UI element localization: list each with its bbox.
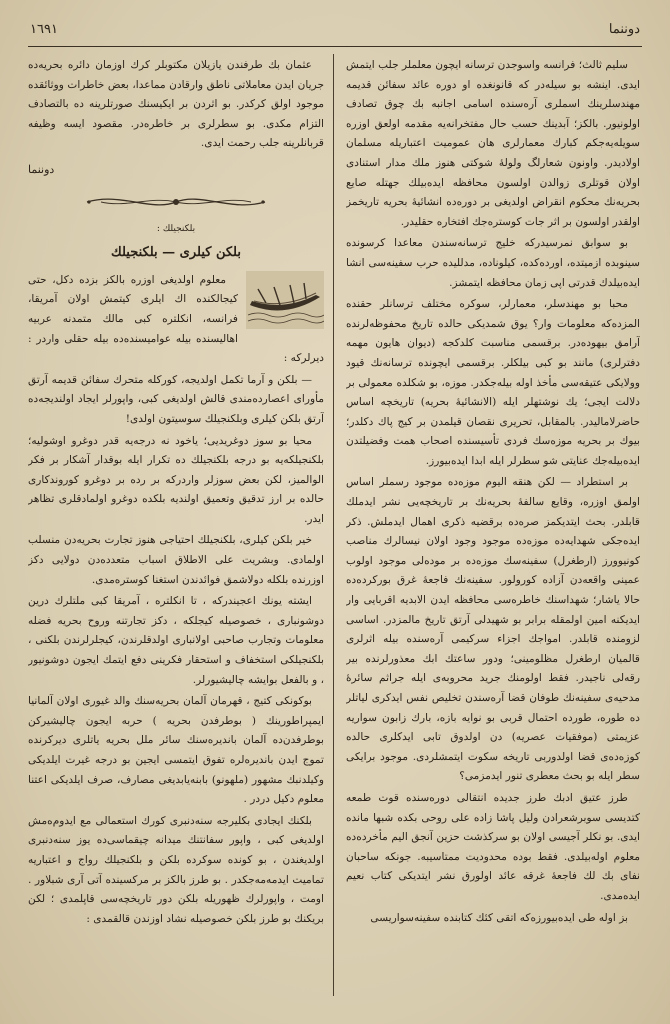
- paragraph: — بلکن و آرما تکمل اولدیجه، کورکله متحرك سفائن قدیمه آرتق مأورای اعصارده‌مندی قالش اولدیغی کبی، واپورلر ایجاد اولندیجه‌ده آرتق بلکن کیلری وبلکنجیلك سوسیتون اولدی!: [28, 373, 324, 425]
- ornament-divider-icon: [81, 190, 271, 214]
- paragraph: خیر بلکن کیلری، بلکنجیلك احتیاجی هنوز تجارت بحریه‌دن منسلب اولمادی. وبشریت علی الاطلاق اسباب متعدده‌دن دولایی دکز اوزرنده بلکله دولاشمق فوائدندن استغنا کوستره‌مدی.: [28, 534, 324, 586]
- rowboat-illustration-icon: [246, 271, 324, 329]
- section-title: بلکن کیلری — بلکنجیلك: [111, 245, 241, 261]
- left-column: [28, 56, 324, 998]
- paragraph: بوکونکی کتیج ، قهرمان آلمان بحریه‌سنك والد غیوری اولان آلمانیا ایمپراطورینك ( بوطرفدن بحریه ) حربه ایجون چالیشیرکن بوطرفدن‌ده آلمان باندیره‌سنك سائر ملل بحریه یاتلری دیرکرنده تموج ایدن باندیره‌لره تفوق ایتمسی ایجین بو درجه غیرت ایلدیکی وکیلدنبك مشهور (ملهونو) بابنه‌یابدیغی مصارف، صرف ایلدیکی اعتنا معلوم دکیل دردر .: [28, 695, 324, 806]
- right-column: [346, 56, 640, 998]
- paragraph: بلکنك ایجادی بکلیرجه سنه‌دنبری کورك استعمالی مع ایدوم‌ه‌مش اولدیغی کبی ، واپور سفانتنك میدانه چیقماسی‌ده یوز سنه‌دنبری اولدیغندن ، بو کونده سوکرده بلکن و بلکنجیلك رواج و اعتباریه تمامیت ایدمه‌مه‌جکدر . بو طرز بالکز بر مرکسینده آتی آری شبلاور . اومت ، واپورلرك ظهوریله بلکن دور تاریخچه‌سی قاپلمدی ؛ لکن بریکنك بو طرز بلکن خصوصیله نشاد اوزندن قالقمدی :: [28, 814, 324, 925]
- paragraph: طرز عتیق ادبك طرز جدیده انتقالی دوره‌سنده قوت طمعه کتدیسی سوبرشعرادن ولیل پاشا زاده علی روحی بکده شبها مانده ایدی. بو نکلر آجیسی اولان بو سرکذشت حزین آنجق الیم مأخرده‌ده معلوم اوله‌بیلدی. فقط بوده محدودیت ممتاسیبه. جونکه ساحبان نفای بك لك فاجعهٔ غرقه عائد اولورق نشر ایتدیکی کتاب نعیم ایده‌مدی.: [346, 791, 640, 902]
- paragraph: معلوم اولدیغی اوزره بالکز بزده دکل، حتی کیجالکنده اك ایلری کیتمش اولان آمریقا، فرانسه، انکلتره کبی مالك متمدنه عربیه اهالیسنده بیله عوامیسنده‌ده بیله حقلی واردر : دیرلرکه :: [28, 273, 324, 365]
- page-header: [30, 14, 640, 44]
- article-signature: دوننما: [28, 162, 55, 176]
- column-divider: [333, 54, 334, 996]
- paragraph: بر استطراد — لکن هنقه الیوم موزه‌ده موجود رسملر اساس اولمق اوزره، وقایع سالفهٔ بحریه‌نك بر تاریخچه‌یی نشر ایدملك قابلدر. بحث ایتدیکمز صره‌ده برقضیه ذکری اهمال ایدملش. ذکر ایده‌جکی شهدایه‌ده موزه‌ده موجود وجود اولان نیسالرك مناصب کونیوورز (ارطغرل) سفینه‌سك موزه‌ده بر موده‌لی موجود اولوب عمینی واقعه‌دن آزاده کورولور. سفینه‌نك فاجعهٔ غرق بورکرده‌ده حالا یاشار؛ شهداسنك خاطره‌سی محافظه ایدن الابدیه اقربایی وار ایدیکنه امین اولمقله برابر بو شهیدلی آرتق تاریخ مالمزدر. اساسی لزومنده قابلدر. امواجك اجزاء سرکیمی آره‌سنده بیله اثرلری قالمیان ارطغرل مظلومینی؛ ودور ساعتك ابك معذورلرنده بیر رقه‌لی ناجیدر. فقط اولومنك جرید محروبه‌ی ایله جراثم سائرهٔ مدحیه‌ی سفینه‌نك طوفان قضا آره‌سندن تخلیص نفس ایدکری لیاتلر ده طوره، طورده احتمال قربی بو نوایه بازه، بارك زابون سواریه عزیمتی (موفقیات عصریه) دن اولدوق تابی ایدکلری حالده کوزه‌ده‌ی قضا اولدوربی تاریخه سکوت ایتمشلردی. موجود برایکی سطر ایله بو بحث معطری تنور ایدمزمی؟: [346, 476, 640, 783]
- paragraph: سلیم ثالث؛ فرانسه واسوجدن ترسانه ایچون معلملر جلب ایتمش ایدی. اینشه بو سیله‌در که قانونغده او دوره عائد سفائن قدیمه مهندسلرینك اسملری آره‌سنده اسامی اجانبه بك چوق تصادف اولونیور. بالکز؛ آبدینك حسب حال مفتخرانه‌یه مقدمه اولعق اوزره سویله‌یه‌جکم کبارك معمارلری هان عموميت اعتباریله مسلمان اولادیدر. واونون شعارلگ ولولهٔ شوکتی هنوز ملك مدار استنادی اولان قوتلری زوالدن اولسون محافظه ایده‌بیلك جهتله صایع بحریه‌نك محکوم انقراض اولدیغی بر دوره‌ده انشائیهٔ بحریه تاریخمز اولقدر اولسون بر اثر جات کوستره‌جك افتخاره حقلیدر.: [346, 59, 640, 228]
- paragraph: بو سوابق نمرسیدرکه خلیج ترسانه‌سندن معاعدا کرسونده سینوبده ازمیتده، اورده‌کده، کیلوناده، مدللیده حرب سفینه‌سی انشا ایده‌بیلدك قدرتی اپی زمان محافظه ایتمشز.: [346, 237, 640, 289]
- paragraph: محیا بو سوز دوغریدیی؛ یاخود نه درجه‌یه قدر دوغرو اوشولیه؛ بلکنجیلکه‌یه بو درجه بلکنجیلك ده تکرار ایله بوقدار آشکار بر فکر الوالمیز، لکن بعض سوزلر واردرکه بر رده بر دوغرو کوروندکاری حالده بر ارز تدقیق وتعمیق اولندیه بلکده دوغرو اولمادقلری تظاهر ایدر.: [28, 434, 324, 525]
- paragraph: ایشته یونك اعجیندرکه ، تا انکلتره ، آمریقا کبی ملتلرك درین دوشونباری ، خصوصیله کیجلکه ، دکز تجارتنه وروح بحریه فضله معلومات وتجارب صاحبی اولانباری اولدقلرندن، کیجلرلرندن بلکنی ، بلکنجیلکی استخفاف و استحقار فکرینی دفع ایتمك ایجون دوشونیور ، و بالفعل بوایشه چالیشیورلر.: [28, 595, 324, 686]
- paragraph: بز اوله طی ایده‌بیورزه‌که اتقی کئك کتابنده سفینه‌سواریسی: [370, 911, 628, 924]
- paragraph: محبا بو مهندسلر، معمارلر، سوکره مختلف ترسانلر حقنده المزده‌که معلومات وار؟ یوق شمدیکی حالده تاریخ محفوظه‌لرنده آرامق بیهوده‌در. برقسمی مناسبت کلدکجه (دیوان هایون مهمه دفترلری) مانند بو کبی بیلکلر. برقسمی ایچونده ترسانه‌نك قیود وولایکی عتیقه‌سی مأخذ اوله بیله‌جکدر. موزه، بو شکلده معمولی بر دلالت ایجی؛ یك نوشتهلر ایله (الانشائیهٔ بحریه) تاریخچه اساس حاضرلامالیدر. بالمقابل، تحریری نقصان قیلمدن بر کیج پاك دکلدر؛ بیوك بر بحریه موزه‌سك فردی تأسیسنده اصحاب همت وفضیلتدن ایده‌بیله‌جك عنایتی شو سطرلر ایله ابدا ایده‌بیورز.: [346, 298, 640, 467]
- header-rule: [28, 46, 642, 47]
- running-title: دوننما: [608, 21, 640, 37]
- section-label: بلکنجیلك :: [156, 223, 196, 234]
- page-number: ١٦٩١: [30, 21, 58, 37]
- paragraph: عثمان بك طرفندن یازیلان مکتوبلر کرك اوزمان دائره بحریه‌ده جریان ایدن معاملاتی ناطق وارقادن مماعدا، بعض خاطرات ووثائقده موجود اولق کرکدر. بو اثردن بر ایکیسنك صورتلرینه ده بالتصادف التزام مکدی. بو سطرلری بر خاطره‌در. مقصود ایسه وظیفه قربانلرینه جلب رحمت ایدی.: [28, 59, 324, 150]
